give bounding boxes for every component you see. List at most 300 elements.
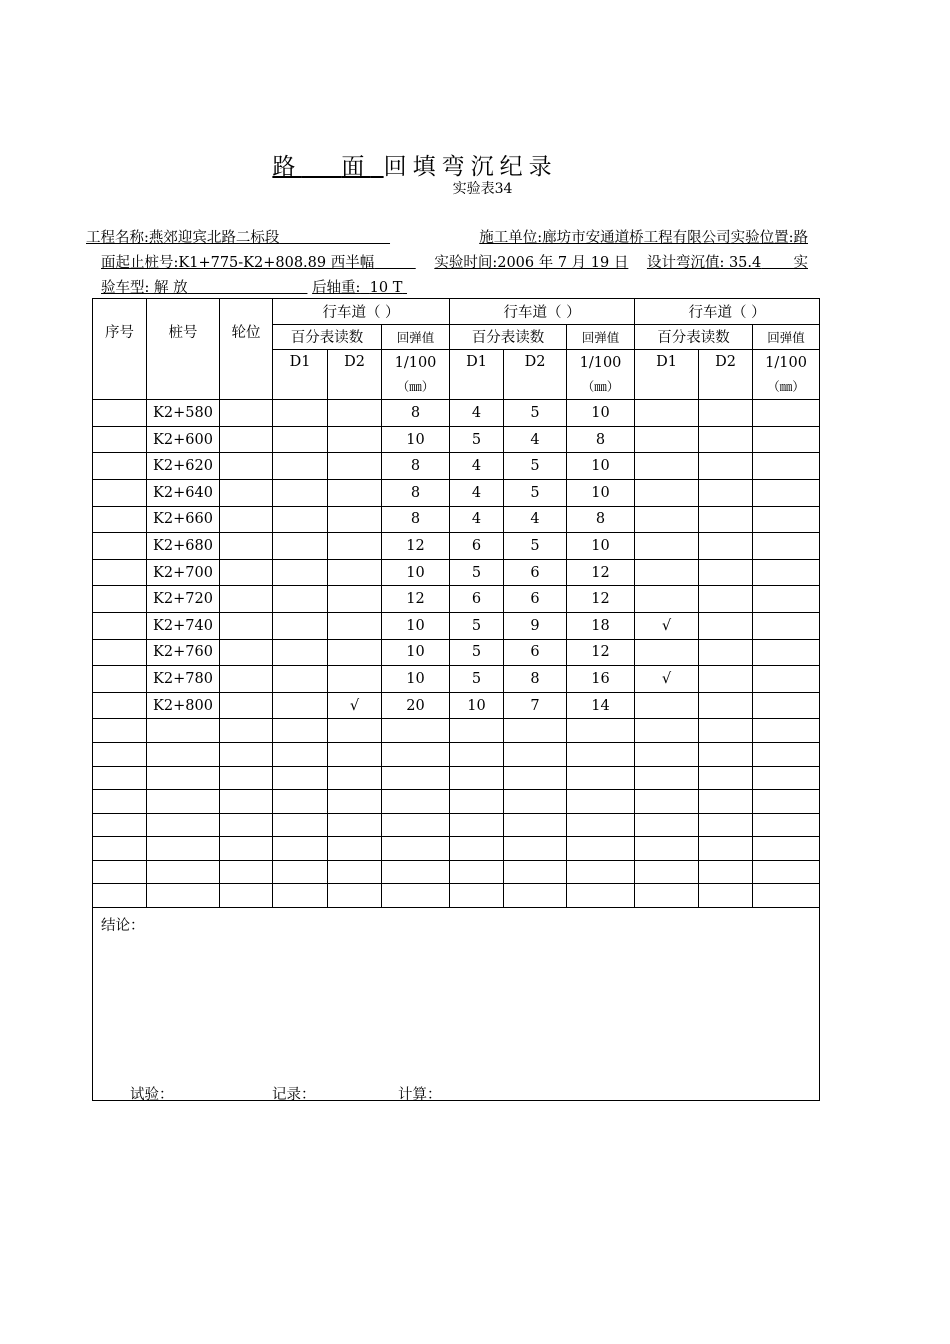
table-cell — [635, 837, 699, 861]
footer-test: 试验： — [130, 1087, 174, 1103]
table-cell — [699, 790, 753, 814]
table-cell — [450, 742, 504, 766]
table-cell: 8 — [567, 506, 635, 533]
table-cell — [753, 533, 820, 560]
table-cell — [273, 612, 328, 639]
table-cell — [699, 479, 753, 506]
table-cell — [450, 790, 504, 814]
table-cell — [93, 860, 147, 884]
table-row — [93, 612, 820, 639]
table-cell — [328, 479, 382, 506]
table-cell — [699, 884, 753, 908]
table-cell — [147, 766, 220, 790]
table-cell — [220, 506, 273, 533]
table-cell — [382, 742, 450, 766]
table-row — [93, 692, 820, 719]
header-lane-3: 行车道（ ） — [635, 299, 820, 325]
table-cell — [273, 790, 328, 814]
table-cell — [328, 400, 382, 427]
header-wheel: 轮位 — [220, 299, 273, 400]
table-cell — [382, 837, 450, 861]
table-row — [93, 533, 820, 560]
table-cell: K2+600 — [147, 426, 220, 453]
header-rebound-3: 回弹值 — [753, 324, 820, 350]
table-cell — [273, 479, 328, 506]
table-cell — [328, 559, 382, 586]
table-cell — [699, 860, 753, 884]
table-row — [93, 790, 820, 814]
table-cell — [635, 533, 699, 560]
table-cell — [147, 790, 220, 814]
table-cell: √ — [635, 666, 699, 693]
table-cell — [699, 813, 753, 837]
table-cell — [93, 479, 147, 506]
table-cell — [220, 790, 273, 814]
table-cell: 12 — [567, 639, 635, 666]
table-cell — [273, 742, 328, 766]
table-cell: 10 — [450, 692, 504, 719]
table-cell — [220, 742, 273, 766]
table-cell — [273, 666, 328, 693]
table-cell — [753, 742, 820, 766]
table-cell — [220, 400, 273, 427]
table-cell — [273, 426, 328, 453]
title-part2: 面 — [341, 154, 371, 180]
table-cell — [567, 860, 635, 884]
table-cell — [699, 586, 753, 613]
table-row — [93, 586, 820, 613]
table-cell — [450, 766, 504, 790]
table-cell: 10 — [382, 639, 450, 666]
table-cell: 16 — [567, 666, 635, 693]
table-cell: 5 — [504, 479, 567, 506]
table-cell — [220, 559, 273, 586]
table-cell — [220, 692, 273, 719]
table-cell — [504, 742, 567, 766]
header-lane-1: 行车道（ ） — [273, 299, 450, 325]
table-cell — [382, 860, 450, 884]
table-cell — [328, 506, 382, 533]
table-cell — [504, 813, 567, 837]
table-cell: K2+800 — [147, 692, 220, 719]
test-time: 实验时间:2006 年 7 月 19 日 — [434, 255, 629, 271]
table-cell — [273, 860, 328, 884]
table-cell — [220, 666, 273, 693]
header-dial-3: 百分表读数 — [635, 324, 753, 350]
table-cell: √ — [635, 612, 699, 639]
table-cell: 6 — [504, 639, 567, 666]
table-cell — [328, 719, 382, 743]
table-cell: K2+660 — [147, 506, 220, 533]
header-d2-2: D2 — [504, 350, 567, 400]
table-cell — [382, 766, 450, 790]
table-cell — [567, 766, 635, 790]
table-cell: 8 — [382, 506, 450, 533]
table-cell: K2+780 — [147, 666, 220, 693]
table-cell — [328, 586, 382, 613]
table-cell — [753, 666, 820, 693]
table-cell — [93, 692, 147, 719]
table-cell: 10 — [567, 453, 635, 480]
table-cell — [273, 639, 328, 666]
table-cell — [328, 453, 382, 480]
table-cell — [273, 533, 328, 560]
table-cell: 8 — [382, 453, 450, 480]
table-cell — [635, 719, 699, 743]
table-cell — [635, 790, 699, 814]
table-cell — [220, 479, 273, 506]
table-cell — [699, 612, 753, 639]
table-cell — [635, 884, 699, 908]
table-cell: 5 — [450, 612, 504, 639]
table-cell — [273, 692, 328, 719]
table-cell: 12 — [382, 586, 450, 613]
table-cell — [504, 790, 567, 814]
table-cell — [93, 837, 147, 861]
table-cell — [504, 884, 567, 908]
table-cell — [147, 742, 220, 766]
table-cell — [147, 837, 220, 861]
table-cell: 6 — [504, 586, 567, 613]
table-cell — [328, 860, 382, 884]
table-cell — [93, 884, 147, 908]
table-cell: K2+740 — [147, 612, 220, 639]
table-cell — [635, 586, 699, 613]
table-cell — [504, 837, 567, 861]
table-cell — [753, 479, 820, 506]
header-d1-1: D1 — [273, 350, 328, 400]
table-cell — [699, 719, 753, 743]
table-cell — [328, 666, 382, 693]
table-cell — [382, 790, 450, 814]
table-cell: 6 — [450, 533, 504, 560]
table-cell — [220, 884, 273, 908]
header-d1-3: D1 — [635, 350, 699, 400]
footer-calc: 计算： — [398, 1087, 442, 1103]
table-cell — [93, 766, 147, 790]
table-cell — [273, 586, 328, 613]
table-row — [93, 666, 820, 693]
table-cell — [220, 426, 273, 453]
table-cell: 20 — [382, 692, 450, 719]
table-cell — [220, 639, 273, 666]
table-cell — [220, 533, 273, 560]
table-cell: 10 — [382, 666, 450, 693]
table-cell: K2+680 — [147, 533, 220, 560]
table-cell — [635, 742, 699, 766]
table-cell: 12 — [567, 559, 635, 586]
table-cell — [450, 884, 504, 908]
header-seq: 序号 — [93, 299, 147, 400]
table-row — [93, 766, 820, 790]
table-cell — [635, 479, 699, 506]
table-cell: 5 — [450, 666, 504, 693]
table-cell: 10 — [382, 426, 450, 453]
table-row — [93, 860, 820, 884]
table-cell — [328, 813, 382, 837]
header-unit-2: 1/100 （㎜） — [567, 350, 635, 400]
table-cell: 4 — [450, 506, 504, 533]
table-cell — [273, 884, 328, 908]
header-dial-2: 百分表读数 — [450, 324, 567, 350]
table-cell — [753, 586, 820, 613]
conclusion-box: 结论： — [93, 908, 820, 1101]
table-cell — [753, 719, 820, 743]
header-rebound-1: 回弹值 — [382, 324, 450, 350]
table-cell: 6 — [450, 586, 504, 613]
table-cell — [273, 400, 328, 427]
table-cell — [328, 790, 382, 814]
stake-range: 面起止桩号:K1+775-K2+808.89 西半幅 — [101, 255, 375, 271]
table-cell: 5 — [504, 400, 567, 427]
table-cell: 14 — [567, 692, 635, 719]
table-cell — [753, 766, 820, 790]
table-cell — [450, 813, 504, 837]
table-cell — [273, 766, 328, 790]
table-cell: 4 — [450, 453, 504, 480]
table-cell — [567, 884, 635, 908]
table-cell — [753, 559, 820, 586]
table-row — [93, 742, 820, 766]
table-cell: 10 — [567, 533, 635, 560]
table-cell — [382, 813, 450, 837]
table-cell: 18 — [567, 612, 635, 639]
table-cell — [93, 790, 147, 814]
table-cell — [699, 506, 753, 533]
table-cell: K2+640 — [147, 479, 220, 506]
table-cell — [753, 426, 820, 453]
table-cell — [220, 766, 273, 790]
table-cell — [93, 453, 147, 480]
table-cell — [93, 400, 147, 427]
table-cell — [699, 559, 753, 586]
table-cell — [753, 692, 820, 719]
table-cell — [635, 453, 699, 480]
table-cell — [567, 719, 635, 743]
table-cell: 5 — [450, 426, 504, 453]
table-cell — [93, 533, 147, 560]
footer-record: 记录： — [272, 1087, 316, 1103]
table-cell — [220, 586, 273, 613]
table-cell: 4 — [504, 426, 567, 453]
table-cell: 4 — [504, 506, 567, 533]
table-cell — [635, 559, 699, 586]
table-cell — [635, 766, 699, 790]
table-cell — [147, 860, 220, 884]
table-cell — [699, 426, 753, 453]
table-cell — [147, 813, 220, 837]
table-cell — [328, 884, 382, 908]
header-d2-3: D2 — [699, 350, 753, 400]
table-row — [93, 453, 820, 480]
table-cell: 5 — [450, 639, 504, 666]
table-cell — [93, 586, 147, 613]
table-cell — [273, 506, 328, 533]
table-cell — [635, 426, 699, 453]
table-cell — [753, 612, 820, 639]
table-cell — [220, 612, 273, 639]
table-cell: 10 — [567, 400, 635, 427]
table-row — [93, 884, 820, 908]
contractor-and-location: 施工单位:廊坊市安通道桥工程有限公司实验位置:路 — [479, 230, 808, 246]
table-cell: 8 — [504, 666, 567, 693]
table-cell: K2+580 — [147, 400, 220, 427]
table-cell — [753, 813, 820, 837]
table-cell — [273, 453, 328, 480]
table-cell — [699, 692, 753, 719]
table-cell — [328, 426, 382, 453]
table-row — [93, 639, 820, 666]
header-rebound-2: 回弹值 — [567, 324, 635, 350]
table-cell: K2+720 — [147, 586, 220, 613]
header-d1-2: D1 — [450, 350, 504, 400]
table-cell — [699, 837, 753, 861]
header-unit-3: 1/100 （㎜） — [753, 350, 820, 400]
table-cell — [635, 860, 699, 884]
title-part3: 回填弯沉纪录 — [383, 154, 558, 180]
table-cell — [273, 837, 328, 861]
table-cell — [753, 453, 820, 480]
table-cell — [753, 506, 820, 533]
table-cell — [382, 884, 450, 908]
table-cell: 12 — [382, 533, 450, 560]
table-row — [93, 479, 820, 506]
table-cell — [328, 837, 382, 861]
table-cell: K2+700 — [147, 559, 220, 586]
table-cell — [328, 766, 382, 790]
table-cell: 8 — [382, 479, 450, 506]
table-cell — [93, 426, 147, 453]
table-cell — [93, 666, 147, 693]
table-cell — [220, 719, 273, 743]
table-cell — [504, 860, 567, 884]
table-cell — [93, 742, 147, 766]
table-cell — [753, 639, 820, 666]
table-cell — [699, 766, 753, 790]
project-name: 工程名称:燕郊迎宾北路二标段 — [86, 230, 280, 246]
table-cell — [699, 666, 753, 693]
table-cell — [220, 837, 273, 861]
table-row — [93, 559, 820, 586]
table-cell: 5 — [450, 559, 504, 586]
table-cell — [328, 742, 382, 766]
table-cell: 6 — [504, 559, 567, 586]
table-cell — [699, 742, 753, 766]
table-cell — [450, 837, 504, 861]
table-cell — [635, 639, 699, 666]
table-cell — [635, 400, 699, 427]
table-cell — [753, 790, 820, 814]
table-cell: √ — [328, 692, 382, 719]
table-cell — [699, 400, 753, 427]
table-cell — [567, 742, 635, 766]
table-cell: 10 — [567, 479, 635, 506]
info-line-1 — [86, 226, 808, 251]
table-cell: 12 — [567, 586, 635, 613]
table-cell: 7 — [504, 692, 567, 719]
table-cell: K2+620 — [147, 453, 220, 480]
table-cell — [450, 860, 504, 884]
table-cell: 5 — [504, 453, 567, 480]
table-cell — [699, 639, 753, 666]
table-cell — [220, 453, 273, 480]
header-dial-1: 百分表读数 — [273, 324, 382, 350]
table-cell — [504, 719, 567, 743]
table-cell: 5 — [504, 533, 567, 560]
table-cell: 8 — [382, 400, 450, 427]
table-cell — [273, 719, 328, 743]
table-cell — [450, 719, 504, 743]
header-lane-2: 行车道（ ） — [450, 299, 635, 325]
table-cell — [93, 612, 147, 639]
table-cell: 4 — [450, 479, 504, 506]
table-cell — [753, 884, 820, 908]
table-cell — [635, 506, 699, 533]
table-row — [93, 719, 820, 743]
table-cell — [567, 813, 635, 837]
table-cell — [93, 559, 147, 586]
table-cell — [220, 813, 273, 837]
table-cell — [328, 612, 382, 639]
header-unit-1: 1/100 （㎜） — [382, 350, 450, 400]
table-cell — [567, 837, 635, 861]
table-cell: K2+760 — [147, 639, 220, 666]
header-d2-1: D2 — [328, 350, 382, 400]
table-row — [93, 813, 820, 837]
table-row — [93, 837, 820, 861]
table-row — [93, 426, 820, 453]
table-cell — [699, 533, 753, 560]
table-cell: 8 — [567, 426, 635, 453]
table-cell — [567, 790, 635, 814]
table-cell — [753, 837, 820, 861]
table-cell — [328, 533, 382, 560]
table-cell — [635, 692, 699, 719]
table-cell — [147, 884, 220, 908]
table-cell — [220, 860, 273, 884]
table-cell — [147, 719, 220, 743]
table-cell — [273, 813, 328, 837]
table-cell: 4 — [450, 400, 504, 427]
table-cell — [382, 719, 450, 743]
table-cell: 10 — [382, 559, 450, 586]
table-row — [93, 400, 820, 427]
table-cell — [504, 766, 567, 790]
rear-axle: 后轴重: 10 T — [312, 280, 403, 296]
table-cell — [93, 639, 147, 666]
table-cell — [328, 639, 382, 666]
design-deflection: 设计弯沉值: 35.4 实 — [646, 255, 808, 271]
vehicle-type: 验车型: 解 放 — [101, 280, 188, 296]
table-cell — [753, 860, 820, 884]
form-number: 实验表34 — [452, 181, 513, 197]
table-cell — [753, 400, 820, 427]
table-cell: 9 — [504, 612, 567, 639]
header-stake: 桩号 — [147, 299, 220, 400]
table-row — [93, 506, 820, 533]
deflection-table — [92, 298, 820, 1101]
title-part1: 路 — [272, 154, 302, 180]
table-cell — [93, 719, 147, 743]
table-cell — [93, 506, 147, 533]
table-cell — [699, 453, 753, 480]
table-cell — [273, 559, 328, 586]
info-line-2 — [101, 251, 808, 276]
table-cell: 10 — [382, 612, 450, 639]
table-cell — [635, 813, 699, 837]
page-title — [0, 148, 830, 181]
table-cell — [93, 813, 147, 837]
